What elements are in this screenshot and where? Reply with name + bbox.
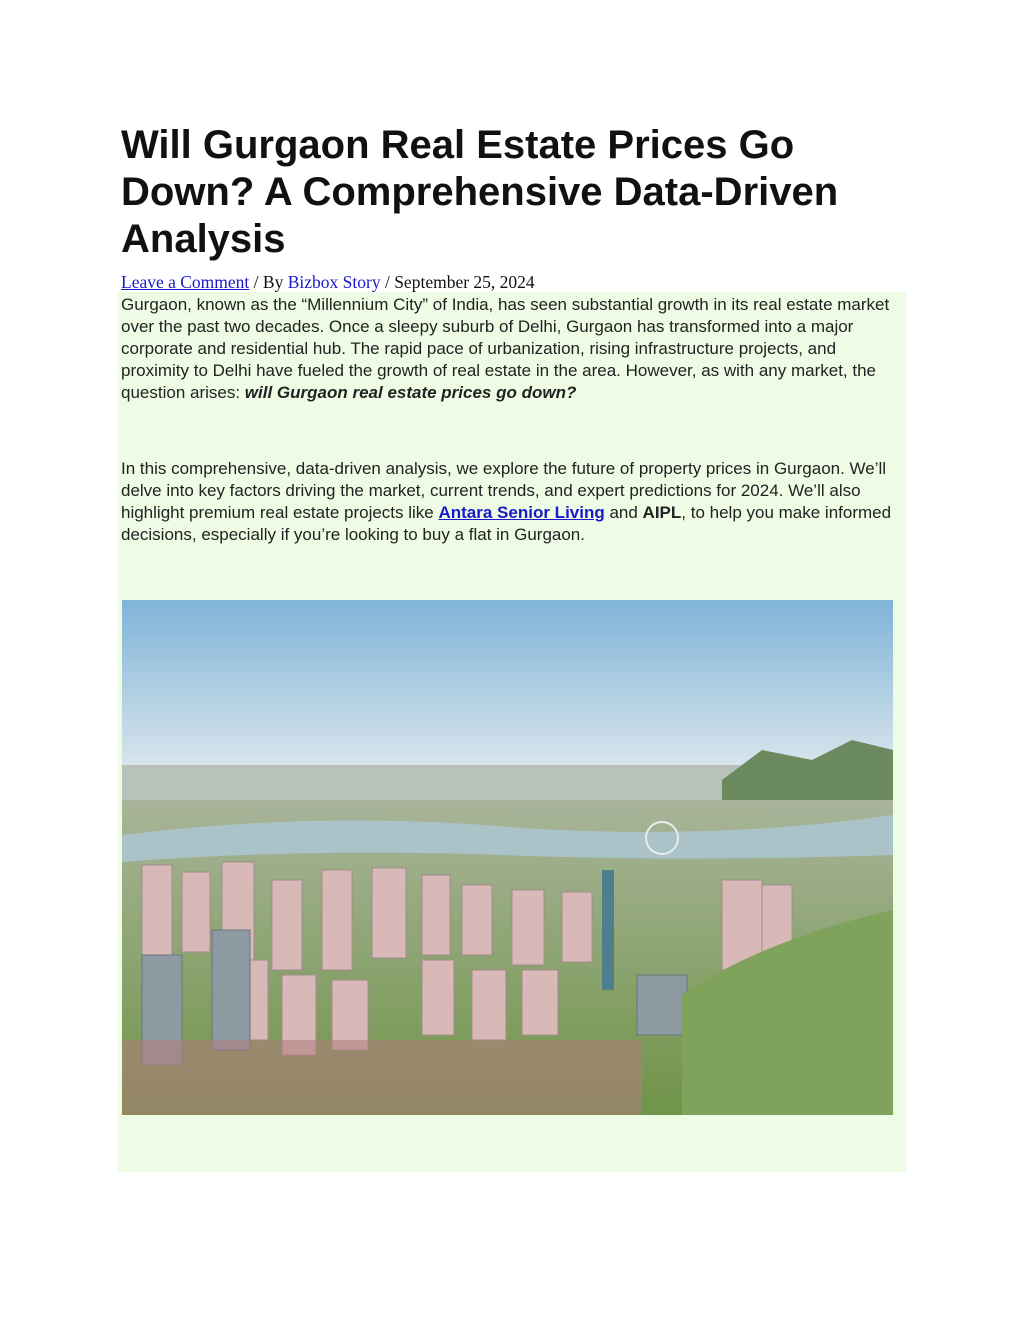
article-title: Will Gurgaon Real Estate Prices Go Down? A Comprehensive Data-Driven Analysis [121,123,839,261]
aipl-label: AIPL [642,503,682,522]
key-question: will Gurgaon real estate prices go down? [244,383,577,402]
city-aerial-illustration [122,600,893,1115]
antara-senior-living-link[interactable]: Antara Senior Living [438,503,605,522]
intro-text: Gurgaon, known as the “Millennium City” of India, has seen substantial growth in its real estate market over the past two decades. Once a sleepy suburb of Delhi, Gurgaon has transformed into a major corporate and residential hub. The rapid pace of urbanization, rising infrastructure projects, and proximity to Delhi have fueled the growth of real estate in the area. However, as with any market, the question arises: [121,295,890,402]
post-meta [121,271,535,293]
analysis-paragraph [121,458,901,546]
analysis-text: In this comprehensive, data-driven analysis, we explore the future of property prices in Gurgaon. We’ll delve into key factors driving the market, current trends, and expert predictions for 2024. We’ll also highlight premium real estate projects like [121,459,887,522]
article-content [118,292,906,1172]
city-aerial-photo [122,600,893,1115]
meta-separator: / By [249,272,288,292]
analysis-text: , to help you make informed decisions, especially if you’re looking to buy a flat in Gurgaon. [121,503,892,544]
meta-separator: / [380,272,395,292]
intro-paragraph [121,294,901,404]
analysis-text: and [604,503,643,522]
leave-comment-link[interactable]: Leave a Comment [121,272,250,292]
author-link[interactable]: Bizbox Story [287,272,381,292]
post-date: September 25, 2024 [394,272,535,292]
